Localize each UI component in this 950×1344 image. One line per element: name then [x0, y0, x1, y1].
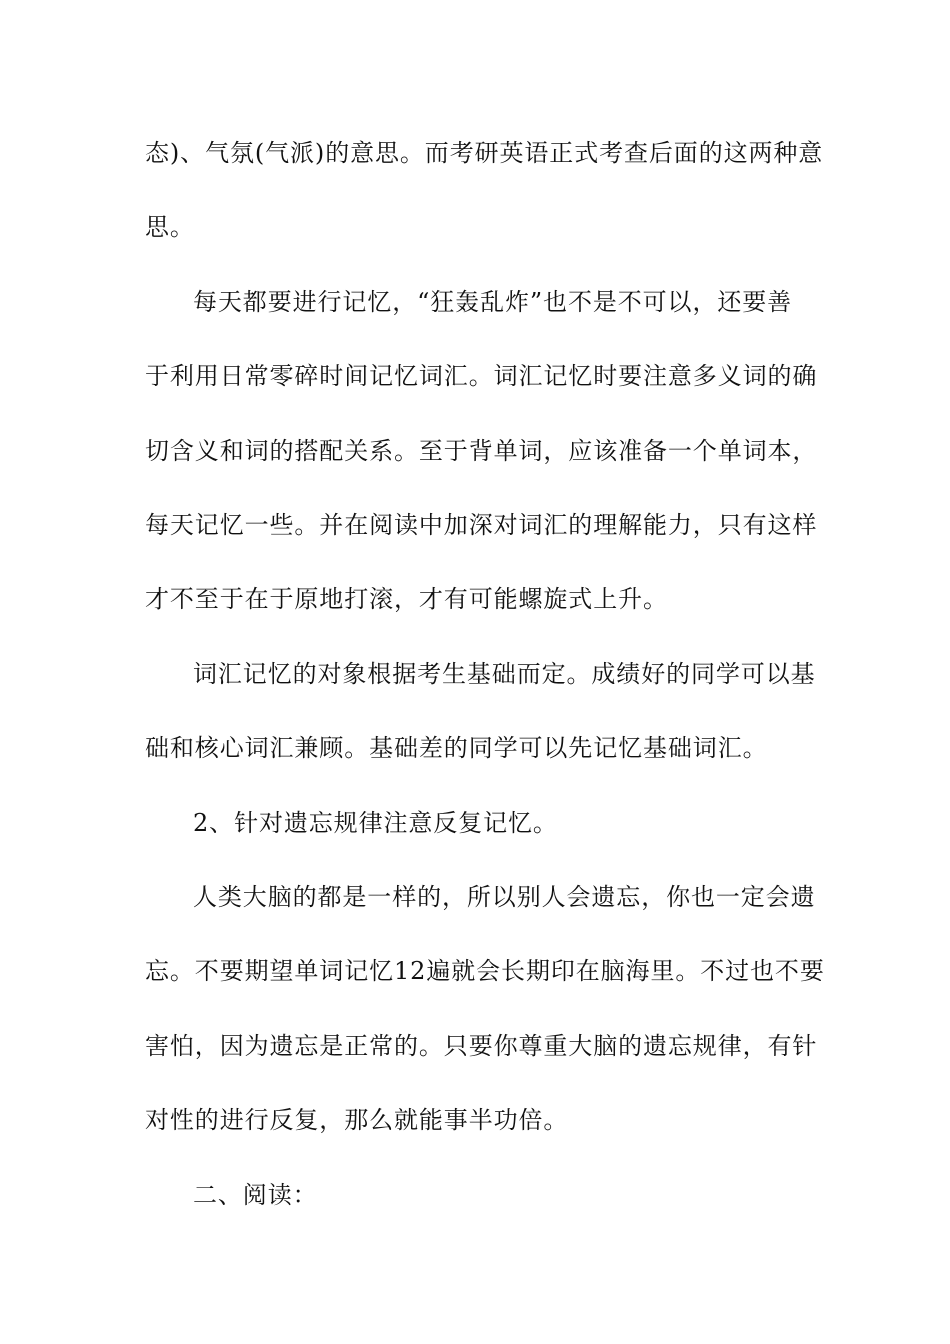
text-line: 思。 [145, 213, 195, 241]
paragraph-start-line: 人类大脑的都是一样的，所以别人会遗忘，你也一定会遗 [193, 883, 816, 911]
section-heading: 2、针对遗忘规律注意反复记忆。 [193, 809, 558, 837]
text-line: 切含义和词的搭配关系。至于背单词，应该准备一个单词本， [145, 437, 818, 465]
text-line: 态)、气氛(气派)的意思。而考研英语正式考查后面的这两种意 [145, 139, 824, 167]
text-line: 于利用日常零碎时间记忆词汇。词汇记忆时要注意多义词的确 [145, 362, 818, 390]
paragraph-start-line: 词汇记忆的对象根据考生基础而定。成绩好的同学可以基 [193, 660, 816, 688]
text-line: 害怕，因为遗忘是正常的。只要你尊重大脑的遗忘规律，有针 [145, 1032, 818, 1060]
text-line: 才不至于在于原地打滚，才有可能螺旋式上升。 [145, 585, 668, 613]
section-heading: 二、阅读： [193, 1181, 318, 1209]
text-line: 础和核心词汇兼顾。基础差的同学可以先记忆基础词汇。 [145, 734, 768, 762]
text-line: 忘。不要期望单词记忆12遍就会长期印在脑海里。不过也不要 [145, 957, 825, 985]
text-line: 对性的进行反复，那么就能事半功倍。 [145, 1106, 569, 1134]
text-line: 每天记忆一些。并在阅读中加深对词汇的理解能力，只有这样 [145, 511, 818, 539]
paragraph-start-line: 每天都要进行记忆，“狂轰乱炸”也不是不可以，还要善 [193, 288, 793, 316]
